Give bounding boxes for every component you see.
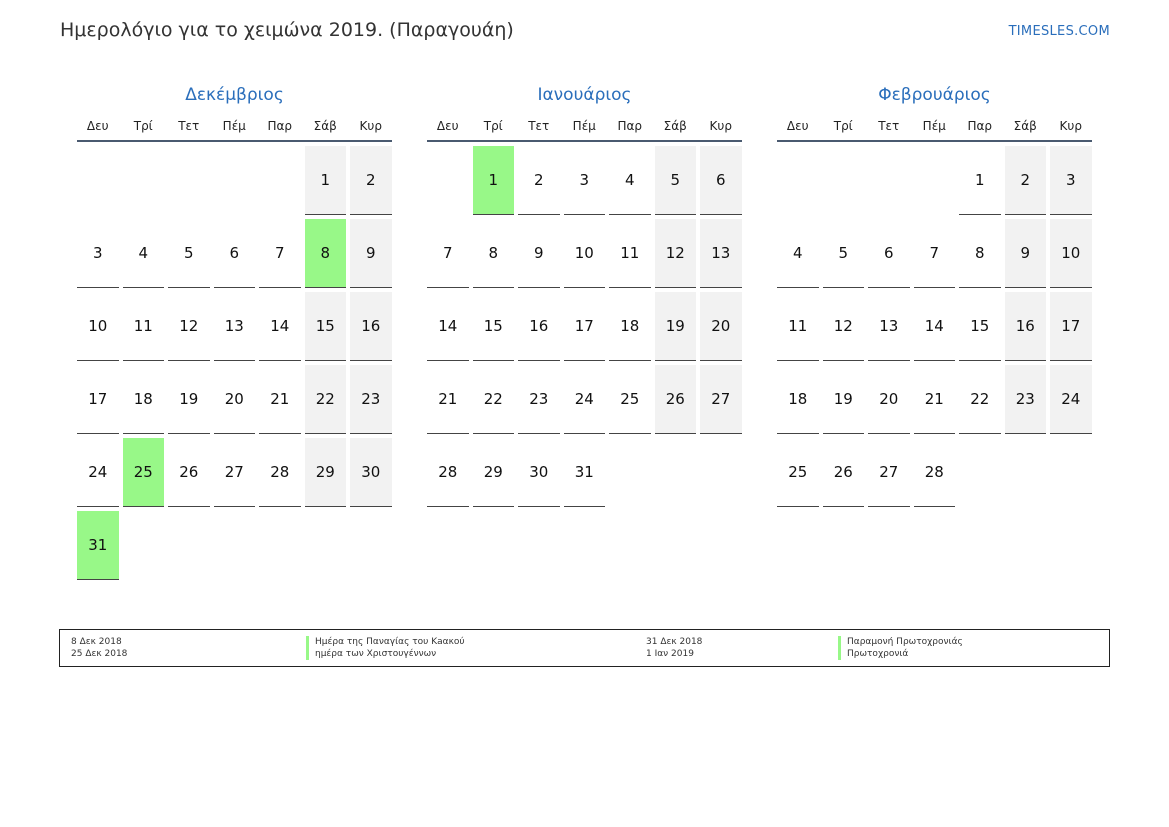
day-cell: 17 [1050, 292, 1092, 361]
day-cell: 15 [959, 292, 1001, 361]
legend-date: 8 Δεκ 2018 [71, 637, 122, 647]
day-cell: 13 [868, 292, 910, 361]
day-cell: 6 [700, 146, 742, 215]
day-cell: 13 [700, 219, 742, 288]
weekday-label: Πέμ [572, 119, 596, 133]
legend-holiday-name: Παραμονή Πρωτοχρονιάς [838, 636, 963, 648]
day-cell: 24 [77, 438, 119, 507]
day-cell: 3 [77, 219, 119, 288]
day-cell: 20 [214, 365, 256, 434]
weekday-label: Κυρ [709, 119, 732, 133]
day-cell: 4 [777, 219, 819, 288]
weekday-label: Παρ [617, 119, 643, 133]
legend-date: 31 Δεκ 2018 [646, 637, 703, 647]
holiday-legend [59, 629, 1110, 667]
month-calendar-february [777, 82, 1092, 511]
day-cell: 11 [123, 292, 165, 361]
day-cell: 27 [700, 365, 742, 434]
day-cell: 31 [77, 511, 119, 580]
day-cell: 28 [914, 438, 956, 507]
weekday-label: Τετ [178, 119, 200, 133]
day-cell: 27 [214, 438, 256, 507]
day-cell: 4 [123, 219, 165, 288]
day-cell: 12 [655, 219, 697, 288]
day-cell: 14 [259, 292, 301, 361]
month-name: Ιανουάριος [537, 85, 632, 105]
empty-day-cell [259, 146, 301, 215]
day-cell: 26 [168, 438, 210, 507]
weekday-label: Παρ [967, 119, 993, 133]
day-cell: 1 [305, 146, 347, 215]
day-cell: 19 [655, 292, 697, 361]
legend-holiday-name: Ημέρα της Παναγίας του Κaακού [306, 636, 465, 648]
weekday-label: Σάβ [1013, 119, 1037, 133]
day-cell: 21 [427, 365, 469, 434]
day-cell: 30 [350, 438, 392, 507]
day-cell: 29 [473, 438, 515, 507]
day-cell: 15 [305, 292, 347, 361]
day-cell: 23 [350, 365, 392, 434]
day-cell: 2 [350, 146, 392, 215]
legend-holiday-name: Πρωτοχρονιά [838, 648, 908, 660]
day-cell: 12 [168, 292, 210, 361]
day-cell: 7 [914, 219, 956, 288]
day-cell: 26 [655, 365, 697, 434]
day-cell: 8 [473, 219, 515, 288]
day-cell: 29 [305, 438, 347, 507]
day-cell: 26 [823, 438, 865, 507]
day-cell: 24 [1050, 365, 1092, 434]
day-cell: 22 [473, 365, 515, 434]
days-grid [777, 146, 1092, 511]
day-cell: 24 [564, 365, 606, 434]
day-cell: 31 [564, 438, 606, 507]
day-cell: 20 [700, 292, 742, 361]
day-cell: 5 [168, 219, 210, 288]
empty-day-cell [777, 146, 819, 215]
empty-day-cell [168, 146, 210, 215]
month-name: Δεκέμβριος [185, 85, 284, 105]
day-cell: 8 [959, 219, 1001, 288]
weekday-label: Πέμ [922, 119, 946, 133]
weekday-label: Κυρ [359, 119, 382, 133]
days-grid [427, 146, 742, 511]
day-cell: 17 [564, 292, 606, 361]
weekday-label: Δευ [786, 119, 809, 133]
day-cell: 13 [214, 292, 256, 361]
weekday-label: Σάβ [663, 119, 687, 133]
empty-day-cell [427, 146, 469, 215]
day-cell: 5 [823, 219, 865, 288]
day-cell: 18 [777, 365, 819, 434]
day-cell: 7 [259, 219, 301, 288]
day-cell: 30 [518, 438, 560, 507]
day-cell: 21 [914, 365, 956, 434]
weekday-label: Τετ [878, 119, 900, 133]
day-cell: 10 [77, 292, 119, 361]
day-cell: 16 [518, 292, 560, 361]
weekday-header [777, 108, 1092, 142]
day-cell: 28 [427, 438, 469, 507]
day-cell: 1 [959, 146, 1001, 215]
weekday-label: Σάβ [313, 119, 337, 133]
day-cell: 17 [77, 365, 119, 434]
day-cell: 6 [214, 219, 256, 288]
empty-day-cell [123, 146, 165, 215]
day-cell: 6 [868, 219, 910, 288]
day-cell: 27 [868, 438, 910, 507]
day-cell: 11 [777, 292, 819, 361]
weekday-label: Κυρ [1059, 119, 1082, 133]
day-cell: 19 [823, 365, 865, 434]
day-cell: 11 [609, 219, 651, 288]
day-cell: 25 [609, 365, 651, 434]
month-calendar-december [77, 82, 392, 584]
day-cell: 22 [959, 365, 1001, 434]
month-calendar-january [427, 82, 742, 511]
empty-day-cell [868, 146, 910, 215]
day-cell: 28 [259, 438, 301, 507]
weekday-label: Πέμ [222, 119, 246, 133]
days-grid [77, 146, 392, 584]
day-cell: 14 [914, 292, 956, 361]
day-cell: 18 [609, 292, 651, 361]
day-cell: 16 [350, 292, 392, 361]
day-cell: 16 [1005, 292, 1047, 361]
weekday-header [427, 108, 742, 142]
day-cell: 1 [473, 146, 515, 215]
day-cell: 18 [123, 365, 165, 434]
day-cell: 3 [564, 146, 606, 215]
day-cell: 23 [1005, 365, 1047, 434]
day-cell: 8 [305, 219, 347, 288]
weekday-label: Παρ [267, 119, 293, 133]
day-cell: 22 [305, 365, 347, 434]
month-name: Φεβρουάριος [878, 85, 991, 105]
day-cell: 19 [168, 365, 210, 434]
day-cell: 7 [427, 219, 469, 288]
day-cell: 12 [823, 292, 865, 361]
site-link[interactable]: TIMESLES.COM [1008, 24, 1110, 39]
weekday-label: Δευ [436, 119, 459, 133]
day-cell: 2 [1005, 146, 1047, 215]
day-cell: 2 [518, 146, 560, 215]
empty-day-cell [214, 146, 256, 215]
empty-day-cell [914, 146, 956, 215]
legend-date: 25 Δεκ 2018 [71, 649, 128, 659]
day-cell: 9 [518, 219, 560, 288]
day-cell: 5 [655, 146, 697, 215]
day-cell: 25 [777, 438, 819, 507]
day-cell: 25 [123, 438, 165, 507]
page-title: Ημερολόγιο για το χειμώνα 2019. (Παραγουάη) [60, 19, 514, 41]
empty-day-cell [77, 146, 119, 215]
weekday-label: Τετ [528, 119, 550, 133]
day-cell: 3 [1050, 146, 1092, 215]
weekday-label: Δευ [86, 119, 109, 133]
empty-day-cell [823, 146, 865, 215]
legend-date: 1 Ιαν 2019 [646, 649, 694, 659]
day-cell: 21 [259, 365, 301, 434]
legend-holiday-name: ημέρα των Χριστουγέννων [306, 648, 436, 660]
day-cell: 23 [518, 365, 560, 434]
day-cell: 15 [473, 292, 515, 361]
day-cell: 10 [1050, 219, 1092, 288]
weekday-label: Τρί [483, 119, 503, 133]
weekday-header [77, 108, 392, 142]
day-cell: 10 [564, 219, 606, 288]
day-cell: 20 [868, 365, 910, 434]
day-cell: 9 [1005, 219, 1047, 288]
weekday-label: Τρί [833, 119, 853, 133]
day-cell: 9 [350, 219, 392, 288]
weekday-label: Τρί [133, 119, 153, 133]
day-cell: 4 [609, 146, 651, 215]
day-cell: 14 [427, 292, 469, 361]
